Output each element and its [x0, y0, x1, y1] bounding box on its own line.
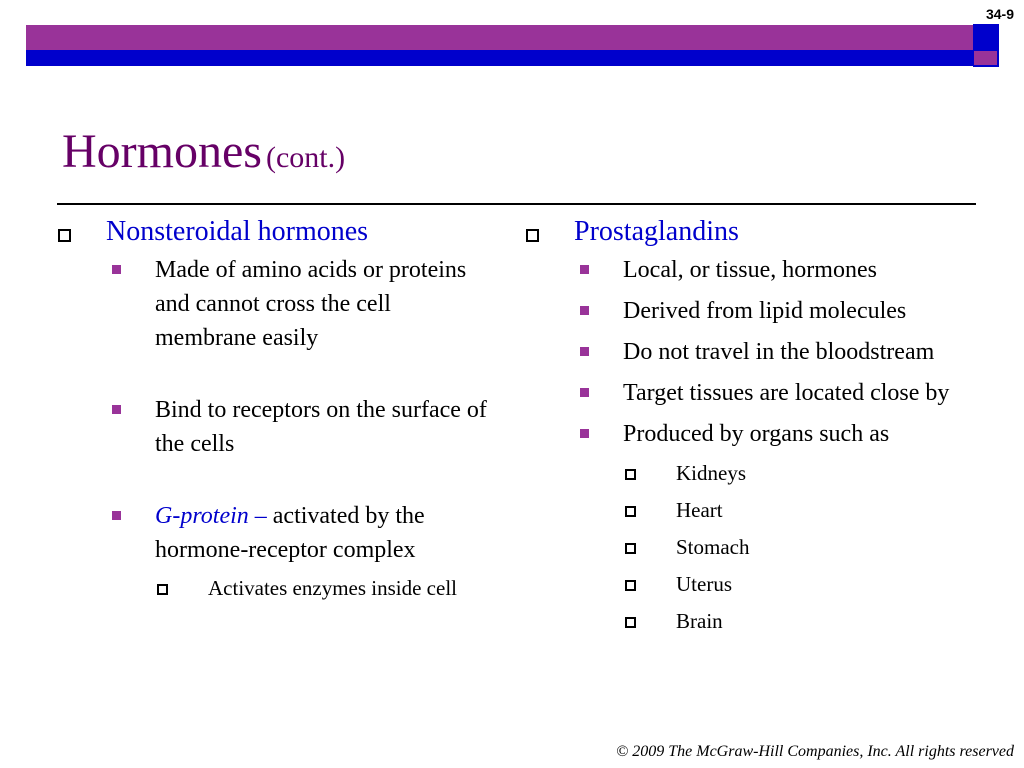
list-item	[524, 376, 974, 410]
solid-square-bullet-icon	[112, 265, 121, 274]
header-bar-purple	[26, 25, 974, 50]
list-item	[524, 417, 974, 451]
left-point-3: activated by the hormone-receptor complex	[155, 503, 425, 563]
solid-square-bullet-icon	[580, 429, 589, 438]
organ-3: Stomach	[676, 535, 750, 559]
solid-square-bullet-icon	[112, 511, 121, 520]
hollow-square-bullet-icon	[157, 584, 168, 595]
title-main: Hormones	[62, 125, 262, 178]
left-heading: Nonsteroidal hormones	[106, 216, 369, 247]
list-item	[524, 294, 974, 328]
list-item	[524, 253, 974, 287]
organ-2: Heart	[676, 498, 723, 522]
slide-title	[62, 125, 346, 178]
solid-square-bullet-icon	[580, 265, 589, 274]
term-dash: –	[248, 503, 267, 529]
left-subpoint-1: Activates enzymes inside cell	[208, 576, 457, 600]
right-heading: Prostaglandins	[574, 216, 739, 247]
solid-square-bullet-icon	[580, 306, 589, 315]
header-bar-blue	[26, 50, 974, 66]
solid-square-bullet-icon	[112, 405, 121, 414]
list-item	[524, 492, 974, 529]
left-column	[56, 214, 496, 604]
right-point-1: Local, or tissue, hormones	[623, 257, 877, 283]
list-item	[524, 529, 974, 566]
solid-square-bullet-icon	[580, 388, 589, 397]
organ-4: Uterus	[676, 572, 732, 596]
hollow-square-bullet-icon	[58, 229, 71, 242]
list-item	[524, 455, 974, 492]
title-divider	[57, 203, 976, 205]
right-heading-item	[524, 214, 974, 249]
hollow-square-bullet-icon	[625, 580, 636, 591]
left-heading-item	[56, 214, 496, 249]
right-point-5: Produced by organs such as	[623, 421, 890, 447]
corner-square-outline	[973, 24, 999, 67]
g-protein-term: G-protein	[155, 503, 249, 529]
list-item	[56, 393, 496, 461]
slide-number: 34-9	[985, 6, 1014, 22]
list-item	[56, 573, 496, 604]
hollow-square-bullet-icon	[625, 617, 636, 628]
list-item	[56, 253, 496, 355]
organ-1: Kidneys	[676, 461, 746, 485]
right-point-4: Target tissues are located close by	[623, 380, 950, 406]
copyright-notice: © 2009 The McGraw-Hill Companies, Inc. All rights reserved	[616, 743, 1014, 760]
list-item	[56, 499, 496, 567]
organ-5: Brain	[676, 609, 723, 633]
hollow-square-bullet-icon	[625, 506, 636, 517]
hollow-square-bullet-icon	[625, 469, 636, 480]
list-item	[524, 603, 974, 640]
hollow-square-bullet-icon	[625, 543, 636, 554]
solid-square-bullet-icon	[580, 347, 589, 356]
right-point-2: Derived from lipid molecules	[623, 298, 907, 324]
list-item	[524, 335, 974, 369]
right-point-3: Do not travel in the bloodstream	[623, 339, 935, 365]
title-sub: (cont.)	[265, 141, 346, 174]
list-item	[524, 566, 974, 603]
right-column	[524, 214, 974, 640]
left-point-1: Made of amino acids or proteins and cannot cross the cell membrane easily	[155, 257, 467, 351]
hollow-square-bullet-icon	[526, 229, 539, 242]
left-point-2: Bind to receptors on the surface of the cells	[155, 397, 487, 457]
